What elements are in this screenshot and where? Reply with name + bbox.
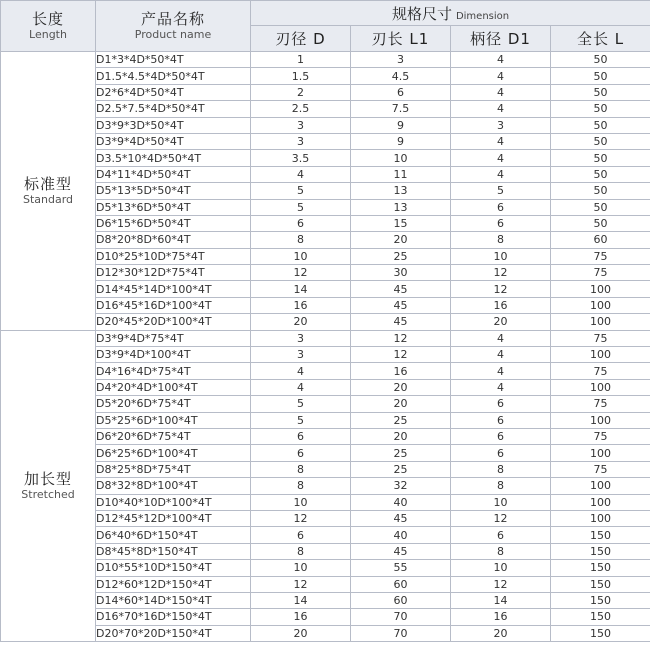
- blade-length-cell: 45: [351, 281, 451, 297]
- blade-length-cell: 15: [351, 215, 451, 231]
- blade-diameter-cell: 1: [251, 52, 351, 68]
- blade-diameter-cell: 16: [251, 609, 351, 625]
- dimension-header-zh: 规格尺寸: [391, 4, 452, 23]
- blade-diameter-cell: 2: [251, 84, 351, 100]
- overall-length-cell: 75: [551, 396, 650, 412]
- blade-diameter-header: 刃径 D: [251, 26, 351, 52]
- table-row: [1, 478, 650, 494]
- overall-length-cell: 75: [551, 265, 650, 281]
- blade-length-cell: 9: [351, 133, 451, 149]
- dimension-header-en: Dimension: [455, 10, 510, 22]
- blade-length-cell: 40: [351, 494, 451, 510]
- table-row: [1, 560, 650, 576]
- blade-diameter-cell: 8: [251, 461, 351, 477]
- blade-length-cell: 4.5: [351, 68, 451, 84]
- product-name-cell: D12*30*12D*75*4T: [96, 265, 251, 281]
- blade-diameter-cell: 4: [251, 166, 351, 182]
- blade-length-cell: 9: [351, 117, 451, 133]
- shank-diameter-cell: 12: [451, 576, 551, 592]
- shank-diameter-cell: 12: [451, 265, 551, 281]
- table-row: [1, 379, 650, 395]
- blade-diameter-cell: 5: [251, 183, 351, 199]
- blade-length-cell: 25: [351, 445, 451, 461]
- table-row: [1, 297, 650, 313]
- shank-diameter-cell: 6: [451, 527, 551, 543]
- product-name-cell: D2*6*4D*50*4T: [96, 84, 251, 100]
- table-row: [1, 543, 650, 559]
- blade-length-cell: 12: [351, 347, 451, 363]
- shank-diameter-cell: 12: [451, 510, 551, 526]
- shank-diameter-cell: 4: [451, 363, 551, 379]
- overall-length-cell: 100: [551, 347, 650, 363]
- blade-diameter-cell: 6: [251, 215, 351, 231]
- shank-diameter-cell: 6: [451, 215, 551, 231]
- table-row: [1, 363, 650, 379]
- blade-length-header: 刃长 L1: [351, 26, 451, 52]
- blade-length-cell: 20: [351, 396, 451, 412]
- blade-diameter-cell: 8: [251, 232, 351, 248]
- product-name-cell: D20*45*20D*100*4T: [96, 314, 251, 330]
- blade-length-cell: 25: [351, 461, 451, 477]
- blade-diameter-cell: 12: [251, 265, 351, 281]
- overall-length-cell: 50: [551, 101, 650, 117]
- product-name-cell: D14*60*14D*150*4T: [96, 592, 251, 608]
- blade-diameter-cell: 3: [251, 347, 351, 363]
- blade-diameter-cell: 5: [251, 412, 351, 428]
- product-name-cell: D1.5*4.5*4D*50*4T: [96, 68, 251, 84]
- overall-length-cell: 100: [551, 510, 650, 526]
- product-name-cell: D6*20*6D*75*4T: [96, 428, 251, 444]
- overall-length-cell: 100: [551, 314, 650, 330]
- blade-length-cell: 12: [351, 330, 451, 346]
- shank-diameter-cell: 4: [451, 166, 551, 182]
- shank-diameter-cell: 6: [451, 396, 551, 412]
- shank-diameter-cell: 3: [451, 117, 551, 133]
- product-name-header: [96, 1, 251, 52]
- blade-length-cell: 16: [351, 363, 451, 379]
- table-row: [1, 576, 650, 592]
- table-row: [1, 133, 650, 149]
- product-name-cell: D6*15*6D*50*4T: [96, 215, 251, 231]
- overall-length-cell: 100: [551, 379, 650, 395]
- overall-length-cell: 50: [551, 150, 650, 166]
- table-row: [1, 347, 650, 363]
- blade-diameter-cell: 5: [251, 199, 351, 215]
- overall-length-cell: 50: [551, 52, 650, 68]
- overall-length-cell: 150: [551, 576, 650, 592]
- group-label: [1, 52, 96, 331]
- blade-length-cell: 10: [351, 150, 451, 166]
- shank-diameter-cell: 4: [451, 379, 551, 395]
- overall-length-cell: 150: [551, 592, 650, 608]
- blade-length-cell: 20: [351, 428, 451, 444]
- table-row: [1, 412, 650, 428]
- shank-diameter-header: 柄径 D1: [451, 26, 551, 52]
- blade-diameter-cell: 12: [251, 510, 351, 526]
- group-label-zh: 加长型: [23, 469, 72, 488]
- blade-diameter-cell: 12: [251, 576, 351, 592]
- product-name-cell: D4*11*4D*50*4T: [96, 166, 251, 182]
- overall-length-cell: 50: [551, 84, 650, 100]
- table-row: [1, 510, 650, 526]
- blade-length-cell: 13: [351, 199, 451, 215]
- product-name-header-en: Product name: [134, 28, 212, 41]
- blade-length-cell: 25: [351, 412, 451, 428]
- blade-diameter-cell: 3: [251, 133, 351, 149]
- table-row: [1, 494, 650, 510]
- product-name-cell: D16*45*16D*100*4T: [96, 297, 251, 313]
- shank-diameter-cell: 8: [451, 461, 551, 477]
- blade-diameter-cell: 10: [251, 248, 351, 264]
- overall-length-cell: 75: [551, 248, 650, 264]
- blade-diameter-cell: 20: [251, 625, 351, 641]
- table-row: [1, 199, 650, 215]
- blade-length-cell: 7.5: [351, 101, 451, 117]
- blade-length-cell: 6: [351, 84, 451, 100]
- blade-length-cell: 55: [351, 560, 451, 576]
- blade-diameter-cell: 6: [251, 428, 351, 444]
- product-name-cell: D8*20*8D*60*4T: [96, 232, 251, 248]
- shank-diameter-cell: 20: [451, 625, 551, 641]
- product-name-cell: D6*25*6D*100*4T: [96, 445, 251, 461]
- shank-diameter-cell: 6: [451, 199, 551, 215]
- blade-diameter-cell: 4: [251, 379, 351, 395]
- blade-length-cell: 25: [351, 248, 451, 264]
- length-header: [1, 1, 96, 52]
- product-name-cell: D5*25*6D*100*4T: [96, 412, 251, 428]
- table-row: [1, 84, 650, 100]
- overall-length-cell: 50: [551, 133, 650, 149]
- product-name-cell: D14*45*14D*100*4T: [96, 281, 251, 297]
- product-name-cell: D2.5*7.5*4D*50*4T: [96, 101, 251, 117]
- product-name-cell: D3*9*4D*100*4T: [96, 347, 251, 363]
- blade-length-cell: 45: [351, 297, 451, 313]
- blade-diameter-cell: 14: [251, 281, 351, 297]
- shank-diameter-cell: 4: [451, 101, 551, 117]
- overall-length-cell: 50: [551, 215, 650, 231]
- overall-length-cell: 75: [551, 428, 650, 444]
- shank-diameter-cell: 4: [451, 133, 551, 149]
- shank-diameter-cell: 4: [451, 347, 551, 363]
- table-row: [1, 265, 650, 281]
- product-name-cell: D8*32*8D*100*4T: [96, 478, 251, 494]
- blade-length-cell: 45: [351, 314, 451, 330]
- shank-diameter-cell: 4: [451, 330, 551, 346]
- overall-length-cell: 150: [551, 527, 650, 543]
- table-row: [1, 117, 650, 133]
- product-name-cell: D5*20*6D*75*4T: [96, 396, 251, 412]
- table-row: [1, 592, 650, 608]
- shank-diameter-cell: 8: [451, 478, 551, 494]
- blade-diameter-cell: 16: [251, 297, 351, 313]
- overall-length-cell: 50: [551, 68, 650, 84]
- overall-length-cell: 100: [551, 281, 650, 297]
- table-row: [1, 150, 650, 166]
- table-row: [1, 396, 650, 412]
- product-name-cell: D12*60*12D*150*4T: [96, 576, 251, 592]
- length-header-en: Length: [29, 28, 67, 41]
- blade-length-cell: 45: [351, 543, 451, 559]
- group-label-en: Standard: [22, 192, 74, 206]
- overall-length-cell: 150: [551, 609, 650, 625]
- overall-length-cell: 100: [551, 297, 650, 313]
- table-row: [1, 625, 650, 641]
- overall-length-cell: 100: [551, 445, 650, 461]
- blade-diameter-cell: 3.5: [251, 150, 351, 166]
- blade-diameter-cell: 14: [251, 592, 351, 608]
- overall-length-cell: 75: [551, 363, 650, 379]
- blade-diameter-cell: 5: [251, 396, 351, 412]
- overall-length-cell: 100: [551, 494, 650, 510]
- product-name-cell: D3*9*4D*50*4T: [96, 133, 251, 149]
- table-row: [1, 183, 650, 199]
- product-name-cell: D10*40*10D*100*4T: [96, 494, 251, 510]
- product-name-cell: D4*16*4D*75*4T: [96, 363, 251, 379]
- shank-diameter-cell: 16: [451, 297, 551, 313]
- blade-length-cell: 60: [351, 576, 451, 592]
- overall-length-cell: 50: [551, 166, 650, 182]
- overall-length-header: 全长 L: [551, 26, 650, 52]
- overall-length-cell: 100: [551, 478, 650, 494]
- table-row: [1, 215, 650, 231]
- group-label: [1, 330, 96, 641]
- product-name-cell: D3.5*10*4D*50*4T: [96, 150, 251, 166]
- overall-length-cell: 150: [551, 560, 650, 576]
- overall-length-cell: 100: [551, 412, 650, 428]
- table-body: [1, 52, 650, 642]
- product-name-header-zh: 产品名称: [140, 10, 205, 28]
- blade-diameter-cell: 2.5: [251, 101, 351, 117]
- blade-diameter-cell: 6: [251, 445, 351, 461]
- overall-length-cell: 50: [551, 183, 650, 199]
- table-row: [1, 166, 650, 182]
- shank-diameter-cell: 5: [451, 183, 551, 199]
- blade-length-cell: 30: [351, 265, 451, 281]
- shank-diameter-cell: 4: [451, 84, 551, 100]
- blade-diameter-cell: 4: [251, 363, 351, 379]
- overall-length-cell: 60: [551, 232, 650, 248]
- length-header-zh: 长度: [31, 10, 64, 28]
- product-name-cell: D12*45*12D*100*4T: [96, 510, 251, 526]
- blade-diameter-cell: 1.5: [251, 68, 351, 84]
- product-name-cell: D6*40*6D*150*4T: [96, 527, 251, 543]
- product-name-cell: D5*13*6D*50*4T: [96, 199, 251, 215]
- overall-length-cell: 150: [551, 625, 650, 641]
- table-row: [1, 68, 650, 84]
- product-name-cell: D20*70*20D*150*4T: [96, 625, 251, 641]
- product-name-cell: D3*9*3D*50*4T: [96, 117, 251, 133]
- product-name-cell: D5*13*5D*50*4T: [96, 183, 251, 199]
- shank-diameter-cell: 6: [451, 412, 551, 428]
- overall-length-cell: 75: [551, 461, 650, 477]
- shank-diameter-cell: 10: [451, 248, 551, 264]
- blade-length-cell: 70: [351, 625, 451, 641]
- shank-diameter-cell: 20: [451, 314, 551, 330]
- blade-length-cell: 40: [351, 527, 451, 543]
- shank-diameter-cell: 8: [451, 543, 551, 559]
- blade-diameter-cell: 10: [251, 560, 351, 576]
- overall-length-cell: 50: [551, 117, 650, 133]
- table-row: [1, 428, 650, 444]
- shank-diameter-cell: 4: [451, 52, 551, 68]
- group-label-en: Stretched: [21, 487, 75, 501]
- product-name-cell: D8*45*8D*150*4T: [96, 543, 251, 559]
- blade-length-cell: 11: [351, 166, 451, 182]
- product-name-cell: D10*25*10D*75*4T: [96, 248, 251, 264]
- blade-length-cell: 70: [351, 609, 451, 625]
- blade-diameter-cell: 3: [251, 117, 351, 133]
- dimension-header: [251, 1, 650, 26]
- product-name-cell: D1*3*4D*50*4T: [96, 52, 251, 68]
- product-name-cell: D16*70*16D*150*4T: [96, 609, 251, 625]
- shank-diameter-cell: 6: [451, 445, 551, 461]
- table-row: [1, 101, 650, 117]
- overall-length-cell: 50: [551, 199, 650, 215]
- blade-length-cell: 60: [351, 592, 451, 608]
- blade-length-cell: 32: [351, 478, 451, 494]
- blade-diameter-cell: 6: [251, 527, 351, 543]
- table-row: [1, 314, 650, 330]
- table-row: [1, 232, 650, 248]
- shank-diameter-cell: 4: [451, 150, 551, 166]
- table-row: [1, 445, 650, 461]
- blade-diameter-cell: 8: [251, 543, 351, 559]
- table-row: [1, 281, 650, 297]
- blade-length-cell: 3: [351, 52, 451, 68]
- blade-length-cell: 20: [351, 379, 451, 395]
- blade-diameter-cell: 3: [251, 330, 351, 346]
- blade-length-cell: 45: [351, 510, 451, 526]
- shank-diameter-cell: 6: [451, 428, 551, 444]
- blade-length-cell: 20: [351, 232, 451, 248]
- blade-length-cell: 13: [351, 183, 451, 199]
- table-header: [1, 1, 650, 52]
- product-name-cell: D4*20*4D*100*4T: [96, 379, 251, 395]
- blade-diameter-cell: 8: [251, 478, 351, 494]
- shank-diameter-cell: 14: [451, 592, 551, 608]
- overall-length-cell: 150: [551, 543, 650, 559]
- shank-diameter-cell: 10: [451, 494, 551, 510]
- product-name-cell: D8*25*8D*75*4T: [96, 461, 251, 477]
- shank-diameter-cell: 16: [451, 609, 551, 625]
- blade-diameter-cell: 10: [251, 494, 351, 510]
- product-name-cell: D3*9*4D*75*4T: [96, 330, 251, 346]
- shank-diameter-cell: 10: [451, 560, 551, 576]
- blade-diameter-cell: 20: [251, 314, 351, 330]
- table-row: [1, 527, 650, 543]
- overall-length-cell: 75: [551, 330, 650, 346]
- table-row: [1, 330, 650, 346]
- product-name-cell: D10*55*10D*150*4T: [96, 560, 251, 576]
- table-row: [1, 52, 650, 68]
- shank-diameter-cell: 8: [451, 232, 551, 248]
- table-row: [1, 609, 650, 625]
- group-label-zh: 标准型: [23, 174, 72, 193]
- table-row: [1, 461, 650, 477]
- shank-diameter-cell: 12: [451, 281, 551, 297]
- shank-diameter-cell: 4: [451, 68, 551, 84]
- table-row: [1, 248, 650, 264]
